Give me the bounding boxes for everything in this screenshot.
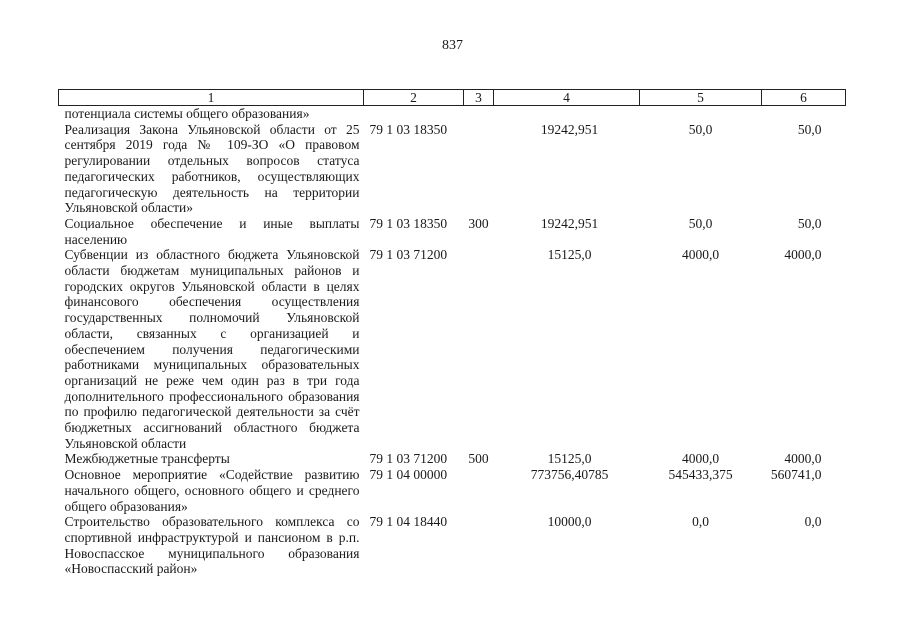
row-name: Реализация Закона Ульяновской области от 25 сентября 2019 года № 109-ЗО «О правовом регулировании отдельных вопросов статуса педагогических работников, осуществляющих педагогическую деятельность на территории Ульяновской области» bbox=[64, 121, 360, 216]
row-name: Межбюджетные трансферты bbox=[64, 451, 230, 467]
table-row bbox=[59, 514, 846, 577]
row-amount: 10000,0 bbox=[547, 514, 592, 530]
row-name: Основное мероприятие «Содействие развитию начального общего, основного общего и среднего общего образования» bbox=[64, 467, 360, 514]
table-body bbox=[59, 106, 846, 578]
table-row bbox=[59, 467, 846, 514]
row-amount: 19242,951 bbox=[540, 215, 599, 231]
table-row bbox=[59, 122, 846, 216]
row-name: потенциала системы общего образования» bbox=[64, 106, 310, 121]
row-amount-2021: 50,0 bbox=[797, 121, 822, 137]
header-col-1: 1 bbox=[59, 90, 364, 106]
page-number: 837 bbox=[442, 38, 463, 53]
row-amount-2021: 0,0 bbox=[804, 514, 822, 530]
row-expense-type bbox=[464, 467, 494, 514]
header-col-4: 4 bbox=[494, 90, 640, 106]
row-amount-2020: 4000,0 bbox=[681, 451, 720, 467]
table-header bbox=[59, 90, 846, 106]
row-amount-2021 bbox=[762, 106, 846, 122]
row-code: 79 1 03 71200 bbox=[369, 451, 448, 467]
row-code bbox=[364, 106, 464, 122]
row-amount-2020: 4000,0 bbox=[681, 247, 720, 263]
row-code: 79 1 04 00000 bbox=[369, 467, 448, 483]
row-amount-2020 bbox=[640, 106, 762, 122]
row-amount-2021: 4000,0 bbox=[784, 247, 822, 263]
header-col-2: 2 bbox=[364, 90, 464, 106]
row-amount-2020: 50,0 bbox=[688, 121, 713, 137]
table-row bbox=[59, 247, 846, 451]
header-row bbox=[59, 90, 846, 106]
row-name: Социальное обеспечение и иные выплаты населению bbox=[64, 215, 360, 247]
row-code: 79 1 04 18440 bbox=[369, 514, 448, 530]
header-col-3: 3 bbox=[464, 90, 494, 106]
row-amount: 773756,40785 bbox=[530, 467, 609, 483]
row-expense-type: 300 bbox=[468, 215, 489, 231]
row-amount-2020: 50,0 bbox=[688, 215, 713, 231]
row-name: Строительство образовательного комплекса со спортивной инфраструктурой и пансионом в р.п. Новоспасское муниципального образования «Новоспасский район» bbox=[64, 514, 360, 577]
row-code: 79 1 03 18350 bbox=[369, 215, 448, 231]
header-col-5: 5 bbox=[640, 90, 762, 106]
table-row bbox=[59, 451, 846, 467]
row-amount-2021: 560741,0 bbox=[770, 467, 822, 483]
row-amount-2021: 4000,0 bbox=[784, 451, 822, 467]
row-amount: 19242,951 bbox=[540, 121, 599, 137]
row-expense-type bbox=[464, 106, 494, 122]
row-amount: 15125,0 bbox=[547, 247, 592, 263]
row-name: Субвенции из областного бюджета Ульяновской области бюджетам муниципальных районов и городских округов Ульяновской области в целях финансового обеспечения осуществления государственных полномочий Ульяновской области, связанных с организацией и обеспечением получения педагогическими работниками муниципальных образовательных организаций не реже чем один раз в три года дополнительного профессионального образования по профилю педагогической деятельности за счёт бюджетных ассигнований областного бюджета Ульяновской области bbox=[64, 247, 360, 451]
table-row bbox=[59, 216, 846, 247]
row-expense-type bbox=[464, 514, 494, 577]
row-code: 79 1 03 71200 bbox=[369, 247, 448, 263]
row-expense-type bbox=[464, 122, 494, 216]
row-expense-type bbox=[464, 247, 494, 451]
row-amount-2020: 545433,375 bbox=[668, 467, 733, 483]
row-amount bbox=[494, 106, 640, 122]
table-row bbox=[59, 106, 846, 122]
row-amount-2020: 0,0 bbox=[692, 514, 709, 530]
budget-table bbox=[58, 89, 846, 577]
row-code: 79 1 03 18350 bbox=[369, 121, 448, 137]
row-amount-2021: 50,0 bbox=[797, 215, 822, 231]
header-col-6: 6 bbox=[762, 90, 846, 106]
row-expense-type: 500 bbox=[468, 451, 489, 467]
row-amount: 15125,0 bbox=[547, 451, 592, 467]
